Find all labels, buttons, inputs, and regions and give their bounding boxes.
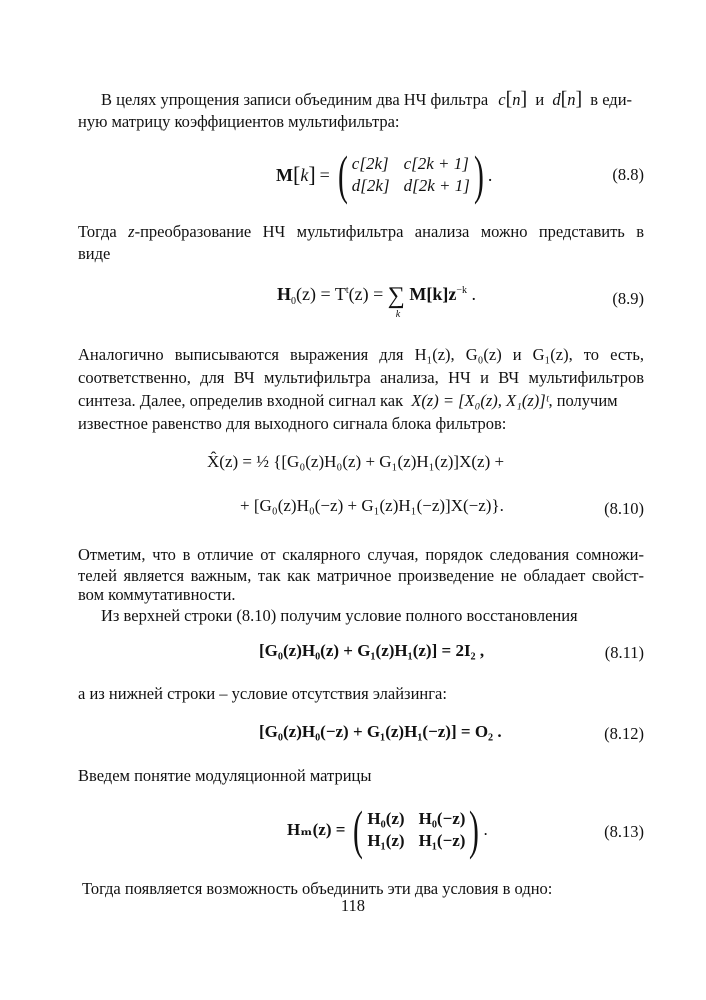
equation-8-9 bbox=[277, 280, 476, 320]
eq-number-8-13: (8.13) bbox=[604, 822, 644, 841]
eq-number-8-9: (8.9) bbox=[612, 289, 644, 308]
text-span: В целях упрощения записи объединим два НЧ фильтра bbox=[101, 90, 489, 109]
para2-line1 bbox=[78, 222, 644, 242]
matrix-cell: c[2k] bbox=[351, 154, 389, 173]
para4-line4: Из верхней строки (8.10) получим условие полного восстановления bbox=[101, 606, 578, 625]
text-span: , получим bbox=[548, 391, 618, 410]
page-number: 118 bbox=[340, 896, 366, 915]
para3-line3 bbox=[78, 391, 618, 411]
math-span: M[k]z bbox=[409, 284, 457, 304]
math-z: z bbox=[128, 222, 135, 241]
equation-8-11: [G₀(z)H₀(z) + G₁(z)H₁(z)] = 2I₂ , bbox=[259, 641, 485, 660]
math-span: (z) = T bbox=[296, 284, 346, 304]
para4-line2: телей является важным, так как матричное произведение не обладает свойст- bbox=[78, 566, 644, 585]
text-span: в еди- bbox=[590, 90, 633, 109]
para1-line2: ную матрицу коэффициентов мультифильтра: bbox=[78, 112, 400, 131]
equation-8-8: M [ k ] = ( c[2k] c[2k + 1] d[2k] d[2k + 1] ) . bbox=[276, 145, 493, 205]
matrix-cell: H₀(−z) bbox=[418, 809, 466, 828]
text-and: и bbox=[535, 90, 545, 109]
text-span: Тогда bbox=[78, 222, 117, 241]
math-c: c bbox=[498, 90, 506, 109]
para3-line1: Аналогично выписываются выражения для H₁(z), G₀(z) и G₁(z), то есть, bbox=[78, 345, 644, 364]
matrix-M: ( c[2k] c[2k + 1] d[2k] d[2k + 1] ) bbox=[337, 145, 484, 205]
matrix-cell: d[2k + 1] bbox=[403, 176, 470, 195]
modulation-matrix: ( H₀(z) H₀(−z) H₁(z) H₁(−z) ) bbox=[353, 800, 480, 860]
matrix-cell: H₁(−z) bbox=[418, 831, 466, 850]
equation-8-10-line1: X̂(z) = ½ {[G₀(z)H₀(z) + G₁(z)H₁(z)]X(z) + bbox=[207, 452, 505, 471]
text-span: синтеза. Далее, определив входной сигнал как bbox=[78, 391, 404, 410]
para4-line1: Отметим, что в отличие от скалярного случая, порядок следования сомножи- bbox=[78, 545, 644, 564]
math-sub: 0 bbox=[291, 296, 297, 307]
math-M: M bbox=[276, 164, 293, 185]
eq-number-8-11: (8.11) bbox=[604, 643, 644, 662]
math-sup: −k bbox=[456, 285, 467, 296]
math-H: H bbox=[277, 284, 292, 304]
para5-line1: а из нижней строки – условие отсутствия элайзинга: bbox=[78, 684, 447, 703]
matrix-cell: c[2k + 1] bbox=[403, 154, 469, 173]
eq-number-8-12: (8.12) bbox=[604, 724, 644, 743]
equation-8-12: [G₀(z)H₀(−z) + G₁(z)H₁(−z)] = O₂ . bbox=[259, 722, 502, 741]
equation-8-13: Hₘ(z) = ( H₀(z) H₀(−z) H₁(z) H₁(−z) ) . bbox=[287, 800, 488, 860]
para6-line1: Введем понятие модуляционной матрицы bbox=[78, 766, 372, 785]
para3-line4: известное равенство для выходного сигнала блока фильтров: bbox=[78, 414, 507, 433]
math-n2: n bbox=[567, 90, 576, 109]
math-X: X(z) = [X₀(z), X₁(z)]ᵗ bbox=[411, 391, 549, 410]
math-d: d bbox=[552, 90, 561, 109]
eq-number-8-10: (8.10) bbox=[604, 499, 644, 518]
math-k: k bbox=[300, 164, 309, 185]
eq-number-8-8: (8.8) bbox=[612, 165, 644, 184]
para4-line3: вом коммутативности. bbox=[78, 585, 236, 604]
sum-index: k bbox=[395, 309, 401, 320]
math-eq: = bbox=[319, 164, 330, 185]
math-n: n bbox=[512, 90, 521, 109]
para3-line2: соответственно, для ВЧ мультифильтра анализа, НЧ и ВЧ мультифильтров bbox=[78, 368, 644, 387]
sum-sign: ∑ bbox=[387, 283, 405, 309]
matrix-cell: H₁(z) bbox=[367, 831, 405, 850]
text-span: -преобразование НЧ мультифильтра анализа можно представить в bbox=[134, 222, 644, 241]
math-Hm: Hₘ(z) = bbox=[287, 820, 346, 839]
math-span: (z) = bbox=[348, 284, 388, 304]
para2-line2: виде bbox=[78, 244, 111, 263]
matrix-cell: H₀(z) bbox=[367, 809, 405, 828]
math-dot: . bbox=[471, 284, 476, 304]
matrix-cell: d[2k] bbox=[351, 176, 390, 195]
para1-line1: В целях упрощения записи объединим два НЧ фильтра c[n] и d[n] в еди- bbox=[101, 88, 633, 110]
para7-line1: Тогда появляется возможность объединить эти два условия в одно: bbox=[82, 879, 553, 898]
math-sup: t bbox=[345, 285, 349, 296]
equation-8-10-line2: + [G₀(z)H₀(−z) + G₁(z)H₁(−z)]X(−z)}. bbox=[240, 496, 504, 515]
